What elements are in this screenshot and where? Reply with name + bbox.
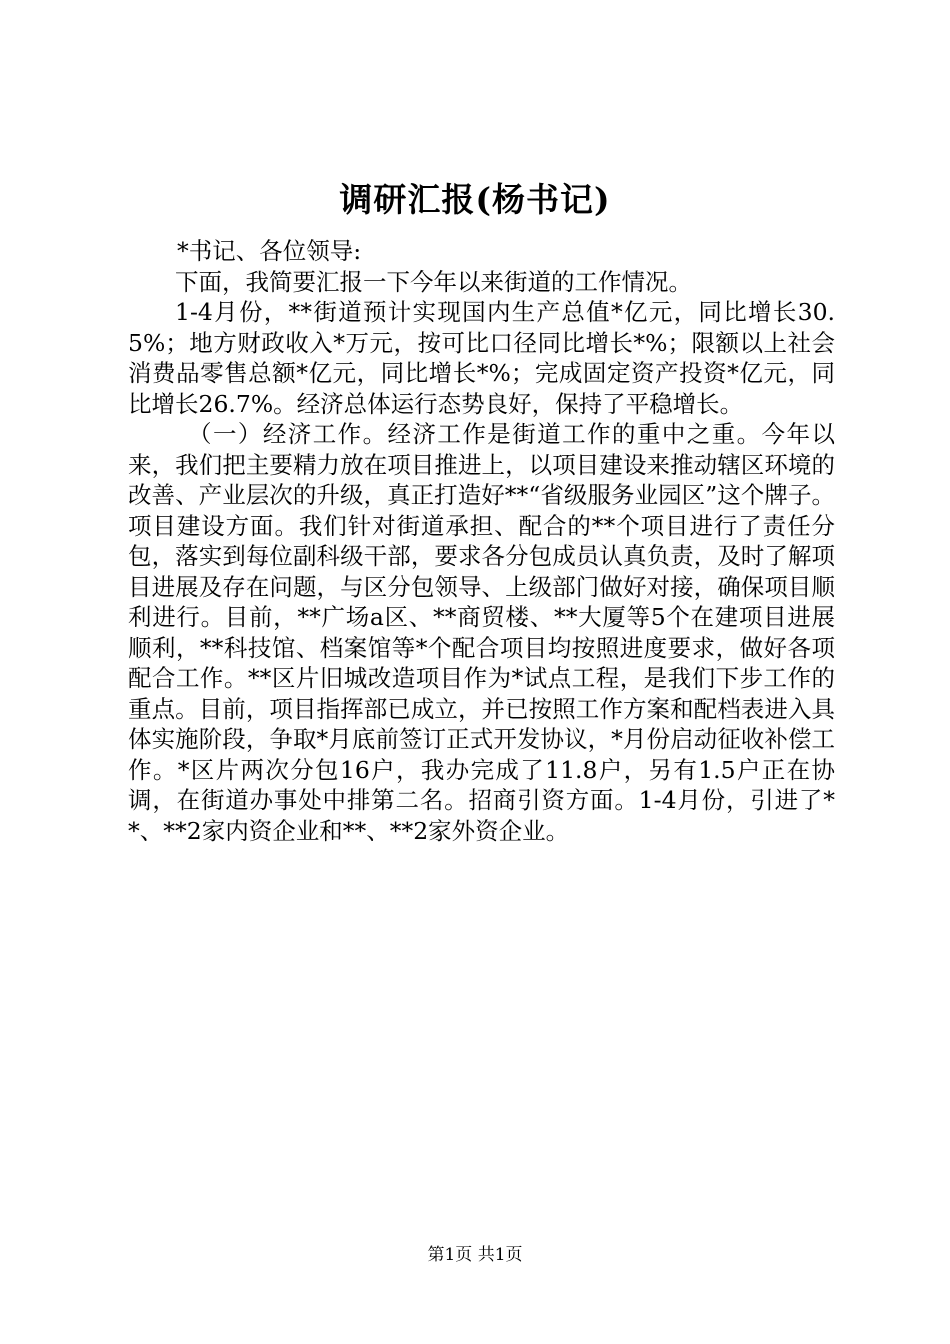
page-footer: 第1页 共1页: [427, 1245, 523, 1265]
paragraph-economic-work: （一）经济工作。经济工作是街道工作的重中之重。今年以来，我们把主要精力放在项目推进上，以项目建设来推动辖区环境的改善、产业层次的升级，真正打造好**“省级服务业园区”这个牌子。项目建设方面。我们针对街道承担、配合的**个项目进行了责任分包，落实到每位副科级干部，要求各分包成员认真负责，及时了解项目进展及存在问题，与区分包领导、上级部门做好对接，确保项目顺利进行。目前，**广场a区、**商贸楼、**大厦等5个在建项目进展顺利，**科技馆、档案馆等*个配合项目均按照进度要求，做好各项配合工作。**区片旧城改造项目作为*试点工程，是我们下步工作的重点。目前，项目指挥部已成立，并已按照工作方案和配档表进入具体实施阶段，争取*月底前签订正式开发协议，*月份启动征收补偿工作。*区片两次分包16户，我办完成了11.8户，另有1.5户正在协调，在街道办事处中排第二名。招商引资方面。1-4月份，引进了**、**2家内资企业和**、**2家外资企业。: [128, 420, 835, 845]
document-title: 调研汇报(杨书记): [339, 180, 611, 219]
document-body: [128, 236, 835, 846]
paragraph-intro: 下面，我简要汇报一下今年以来街道的工作情况。: [175, 267, 692, 296]
salutation: *书记、各位领导:: [177, 237, 362, 265]
paragraph-economic-summary: 1-4月份，**街道预计实现国内生产总值*亿元，同比增长30.5%；地方财政收入*万元，按可比口径同比增长*%；限额以上社会消费品零售总额*亿元，同比增长*%；完成固定资产投资*亿元，同比增长26.7%。经济总体运行态势良好，保持了平稳增长。: [128, 298, 835, 418]
